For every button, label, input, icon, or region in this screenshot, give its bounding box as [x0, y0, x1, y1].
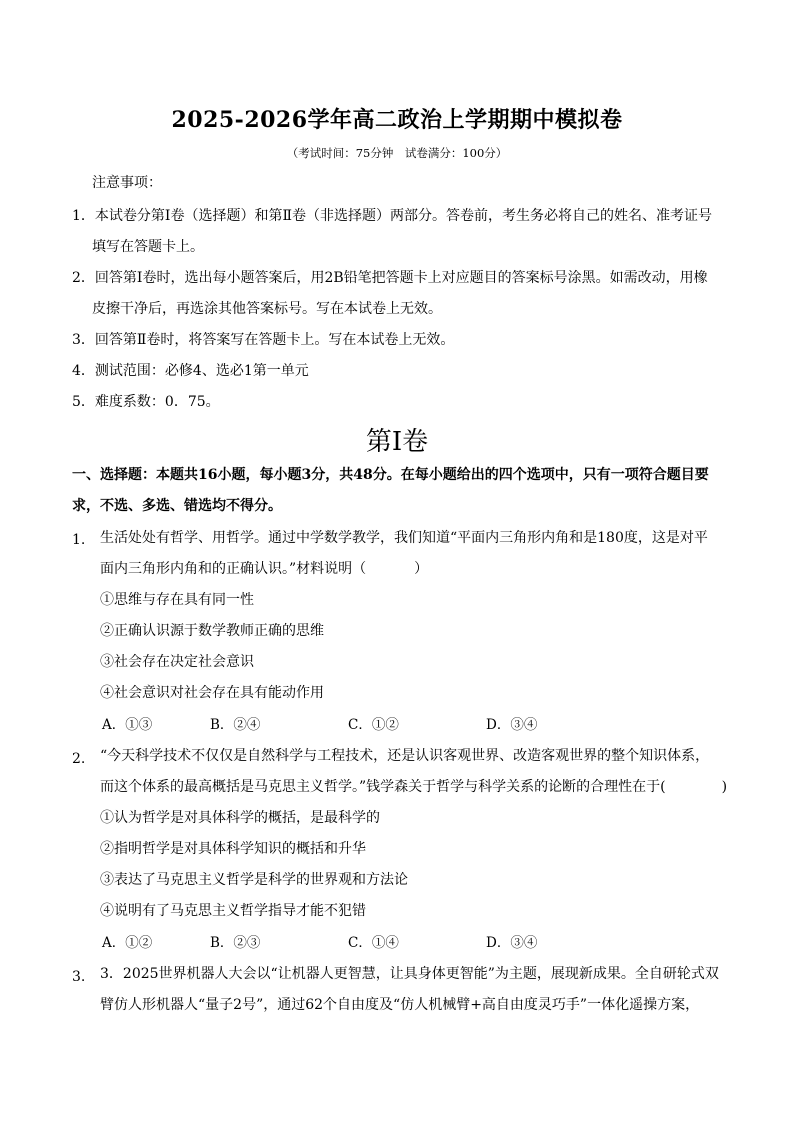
- note-number: 1．: [72, 208, 95, 224]
- note-item: [72, 268, 708, 288]
- note-number: 4．: [72, 363, 95, 379]
- statement-item: ③表达了马克思主义哲学是科学的世界观和方法论: [100, 872, 408, 888]
- note-number: 5．: [72, 394, 95, 410]
- statement-item: ①认为哲学是对具体科学的概括，是最科学的: [100, 810, 380, 826]
- question-stem-continued: 臂仿人形机器人“量子2号”，通过62个自由度及“仿人机械臂+高自由度灵巧手”一体化遥操方案，: [100, 997, 700, 1013]
- note-item: [72, 392, 220, 412]
- question-stem-continued: 面内三角形内角和的正确认识。”材料说明（ ）: [100, 561, 429, 577]
- choice-b: B．②④: [210, 717, 261, 733]
- note-text: 回答第Ⅱ卷时，将答案写在答题卡上。写在本试卷上无效。: [94, 332, 455, 348]
- part-instructions: 一、选择题：本题共16小题，每小题3分，共48分。在每小题给出的四个选项中，只有一项符合题目要: [72, 467, 709, 483]
- question-stem: 3．2025世界机器人大会以“让机器人更智慧，让具身体更智能”为主题，展现新成果。全自研轮式双: [100, 966, 719, 982]
- note-item: [72, 361, 309, 381]
- choice-c: C．①④: [348, 935, 399, 951]
- question-stem-continued: 而这个体系的最高概括是马克思主义哲学。”钱学森关于哲学与科学关系的论断的合理性在于( ): [100, 779, 728, 795]
- note-number: 2．: [72, 270, 95, 286]
- note-text-continued: 填写在答题卡上。: [92, 239, 204, 255]
- statement-item: ②正确认识源于数学教师正确的思维: [100, 623, 324, 639]
- choice-d: D．③④: [486, 935, 538, 951]
- question-number: 3.: [72, 969, 86, 985]
- question-number: 2.: [72, 751, 86, 767]
- choice-c: C．①②: [348, 717, 399, 733]
- exam-title: 2025-2026学年高二政治上学期期中模拟卷: [171, 107, 623, 133]
- notes-heading: 注意事项：: [92, 175, 162, 191]
- choice-a: A．①③: [102, 717, 153, 733]
- note-text: 测试范围：必修4、选必1第一单元: [94, 363, 309, 379]
- statement-item: ①思维与存在具有同一性: [100, 592, 254, 608]
- statement-item: ②指明哲学是对具体科学知识的概括和升华: [100, 841, 366, 857]
- note-item: [72, 330, 454, 350]
- choice-b: B．②③: [210, 935, 261, 951]
- statement-item: ④说明有了马克思主义哲学指导才能不犯错: [100, 903, 366, 919]
- note-text-continued: 皮擦干净后，再选涂其他答案标号。写在本试卷上无效。: [92, 301, 442, 317]
- question-stem: 生活处处有哲学、用哲学。通过中学数学教学，我们知道“平面内三角形内角和是180度，这是对平: [100, 530, 708, 546]
- choice-d: D．③④: [486, 717, 538, 733]
- note-text: 本试卷分第Ⅰ卷（选择题）和第Ⅱ卷（非选择题）两部分。答卷前，考生务必将自己的姓名、准考证号: [94, 208, 712, 224]
- note-text: 回答第Ⅰ卷时，选出每小题答案后，用2B铅笔把答题卡上对应题目的答案标号涂黑。如需改动，用橡: [94, 270, 708, 286]
- section-heading: 第Ⅰ卷: [365, 427, 429, 457]
- question-number: 1.: [72, 532, 86, 548]
- part-instructions-continued: 求，不选、多选、错选均不得分。: [72, 498, 282, 514]
- question-stem: “今天科学技术不仅仅是自然科学与工程技术，还是认识客观世界、改造客观世界的整个知识体系，: [100, 748, 710, 764]
- note-item: [72, 206, 712, 226]
- choice-a: A．①②: [102, 935, 153, 951]
- exam-subtitle: （考试时间：75分钟 试卷满分：100分）: [286, 146, 508, 160]
- statement-item: ④社会意识对社会存在具有能动作用: [100, 685, 324, 701]
- note-number: 3．: [72, 332, 95, 348]
- note-text: 难度系数：0．75。: [94, 394, 220, 410]
- statement-item: ③社会存在决定社会意识: [100, 654, 254, 670]
